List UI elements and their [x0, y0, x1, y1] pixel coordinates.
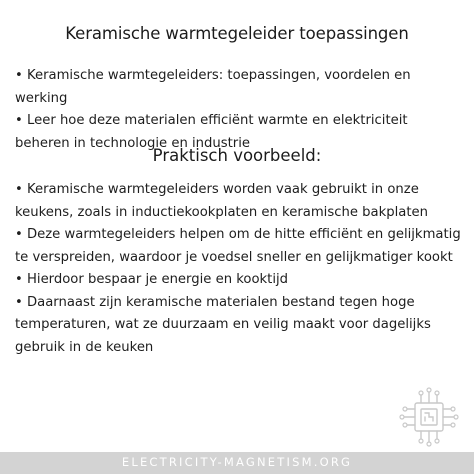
list-item-text: Keramische warmtegeleiders worden vaak gebruikt in onze keukens, zoals in inductiekookplaten en keramische bakplaten — [15, 182, 428, 220]
list-item-text: Keramische warmtegeleiders: toepassingen, voordelen en werking — [15, 68, 411, 106]
footer-site-link[interactable]: ELECTRICITY-MAGNETISM.ORG — [121, 455, 353, 469]
bullet: • — [15, 272, 23, 287]
intro-list — [15, 65, 463, 155]
list-item — [15, 179, 463, 224]
bullet: • — [15, 294, 23, 310]
list-item — [15, 292, 463, 360]
bullet: • — [15, 182, 23, 197]
list-item-text: Deze warmtegeleiders helpen om de hitte efficiënt en gelijkmatig te verspreiden, waardoor je voedsel sneller en gelijkmatiger kookt — [15, 227, 461, 265]
bullet: • — [15, 227, 23, 242]
list-item-text: Leer hoe deze materialen efficiënt warmte en elektriciteit beheren in technologie en industrie — [15, 113, 408, 151]
bullet: • — [15, 113, 23, 128]
page-title: Keramische warmtegeleider toepassingen — [65, 24, 409, 43]
list-item — [15, 269, 463, 292]
list-item — [15, 224, 463, 269]
list-item-text: Daarnaast zijn keramische materialen bestand tegen hoge temperaturen, wat ze duurzaam en veilig maakt voor dagelijks gebruik in de keuken — [15, 294, 431, 355]
section-heading: Praktisch voorbeeld: — [152, 146, 322, 165]
circuit-chip-icon — [396, 384, 462, 450]
bullet: • — [15, 68, 23, 83]
footer-bar — [0, 452, 474, 474]
list-item-text: Hierdoor bespaar je energie en kooktijd — [26, 272, 289, 287]
example-list — [15, 179, 463, 359]
list-item — [15, 65, 463, 110]
